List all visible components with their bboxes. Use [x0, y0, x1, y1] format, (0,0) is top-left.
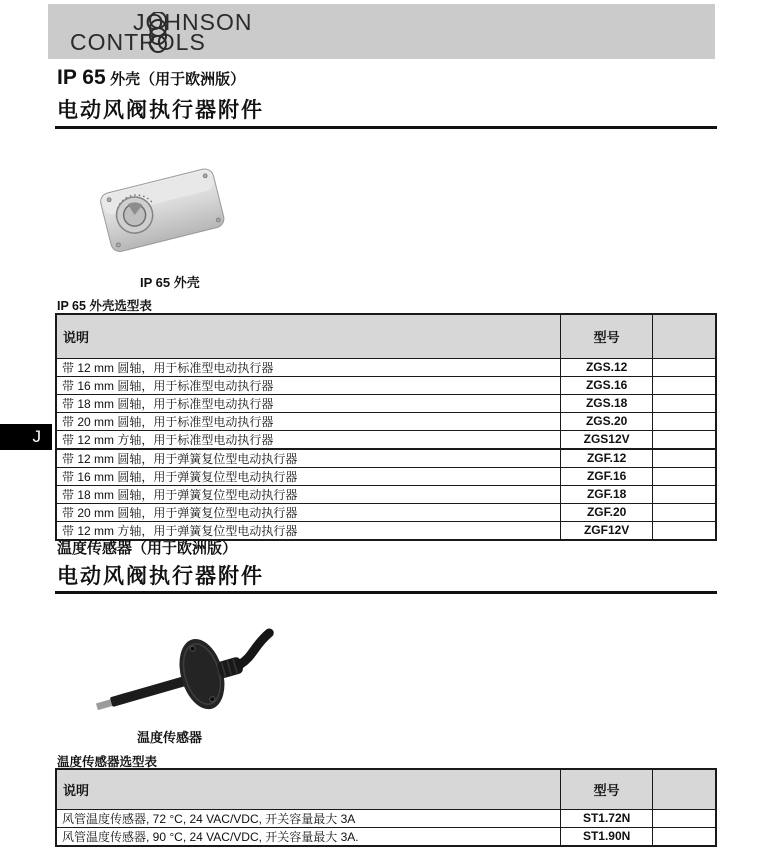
header-band — [48, 4, 715, 59]
row-blank-cell — [653, 376, 716, 394]
table-row — [56, 809, 716, 827]
row-blank-cell — [653, 430, 716, 449]
table-row — [56, 358, 716, 376]
row-description: 带 12 mm 圆轴，用于弹簧复位型电动执行器 — [56, 449, 561, 468]
row-blank-cell — [653, 358, 716, 376]
row-blank-cell — [653, 412, 716, 430]
row-model: ST1.72N — [561, 809, 653, 827]
row-model: ZGS.16 — [561, 376, 653, 394]
table-row — [56, 376, 716, 394]
table-row — [56, 412, 716, 430]
row-blank-cell — [653, 394, 716, 412]
ip65-kicker-chinese: 外壳（用于欧洲版） — [110, 71, 246, 88]
column-header-description: 说明 — [56, 314, 561, 358]
section-sensor-title: 电动风阀执行器附件 — [57, 565, 264, 588]
row-model: ZGF.18 — [561, 485, 653, 503]
row-model: ST1.90N — [561, 827, 653, 846]
row-description: 带 12 mm 圆轴，用于标准型电动执行器 — [56, 358, 561, 376]
table-row — [56, 503, 716, 521]
row-blank-cell — [653, 827, 716, 846]
row-description: 带 18 mm 圆轴，用于弹簧复位型电动执行器 — [56, 485, 561, 503]
row-model: ZGF.12 — [561, 449, 653, 468]
row-description: 带 12 mm 方轴，用于标准型电动执行器 — [56, 430, 561, 449]
row-blank-cell — [653, 449, 716, 468]
row-model: ZGS.12 — [561, 358, 653, 376]
row-blank-cell — [653, 503, 716, 521]
column-header-model: 型号 — [561, 314, 653, 358]
row-blank-cell — [653, 467, 716, 485]
section-ip65-title: 电动风阀执行器附件 — [57, 99, 264, 122]
sensor-selection-table — [55, 768, 717, 847]
table-row — [56, 449, 716, 468]
sensor-image-caption: 温度传感器 — [137, 730, 203, 745]
row-description: 带 18 mm 圆轴，用于标准型电动执行器 — [56, 394, 561, 412]
logo-word-controls: CONTROLS — [70, 29, 206, 55]
section-ip65-kicker — [57, 66, 245, 90]
table-row — [56, 467, 716, 485]
row-model: ZGS.18 — [561, 394, 653, 412]
row-description: 风管温度传感器, 90 °C, 24 VAC/VDC, 开关容量最大 3A. — [56, 827, 561, 846]
row-description: 带 12 mm 方轴，用于弹簧复位型电动执行器 — [56, 521, 561, 540]
ip65-enclosure-image — [96, 154, 230, 264]
section-sensor-kicker: 温度传感器（用于欧洲版） — [57, 540, 238, 557]
table-header-row — [56, 314, 716, 358]
row-description: 带 20 mm 圆轴，用于标准型电动执行器 — [56, 412, 561, 430]
logo-word-johnson: JOHNSON — [133, 9, 253, 35]
row-blank-cell — [653, 809, 716, 827]
column-header-blank — [653, 769, 716, 809]
ip65-selection-table — [55, 313, 717, 541]
section-sensor-divider — [55, 591, 717, 594]
logo-rings-icon — [140, 12, 176, 56]
row-model: ZGF.20 — [561, 503, 653, 521]
row-description: 带 16 mm 圆轴，用于标准型电动执行器 — [56, 376, 561, 394]
row-blank-cell — [653, 485, 716, 503]
row-description: 带 20 mm 圆轴，用于弹簧复位型电动执行器 — [56, 503, 561, 521]
table-row — [56, 485, 716, 503]
table-row — [56, 430, 716, 449]
row-description: 风管温度传感器, 72 °C, 24 VAC/VDC, 开关容量最大 3A — [56, 809, 561, 827]
table-header-row — [56, 769, 716, 809]
johnson-controls-logo — [48, 4, 715, 59]
sensor-table-title: 温度传感器选型表 — [57, 755, 158, 769]
column-header-model: 型号 — [561, 769, 653, 809]
table-row — [56, 827, 716, 846]
row-model: ZGF.16 — [561, 467, 653, 485]
row-model: ZGS.20 — [561, 412, 653, 430]
column-header-description: 说明 — [56, 769, 561, 809]
temperature-sensor-image — [85, 616, 281, 716]
ip65-image-caption: IP 65 外壳 — [140, 275, 200, 290]
row-description: 带 16 mm 圆轴，用于弹簧复位型电动执行器 — [56, 467, 561, 485]
section-index-tab: J — [0, 424, 52, 450]
section-ip65-divider — [55, 126, 717, 129]
ip65-table-title: IP 65 外壳选型表 — [57, 299, 152, 313]
ip65-kicker-latin: IP 65 — [57, 66, 106, 89]
column-header-blank — [653, 314, 716, 358]
row-model: ZGF12V — [561, 521, 653, 540]
row-blank-cell — [653, 521, 716, 540]
row-model: ZGS12V — [561, 430, 653, 449]
table-row — [56, 394, 716, 412]
